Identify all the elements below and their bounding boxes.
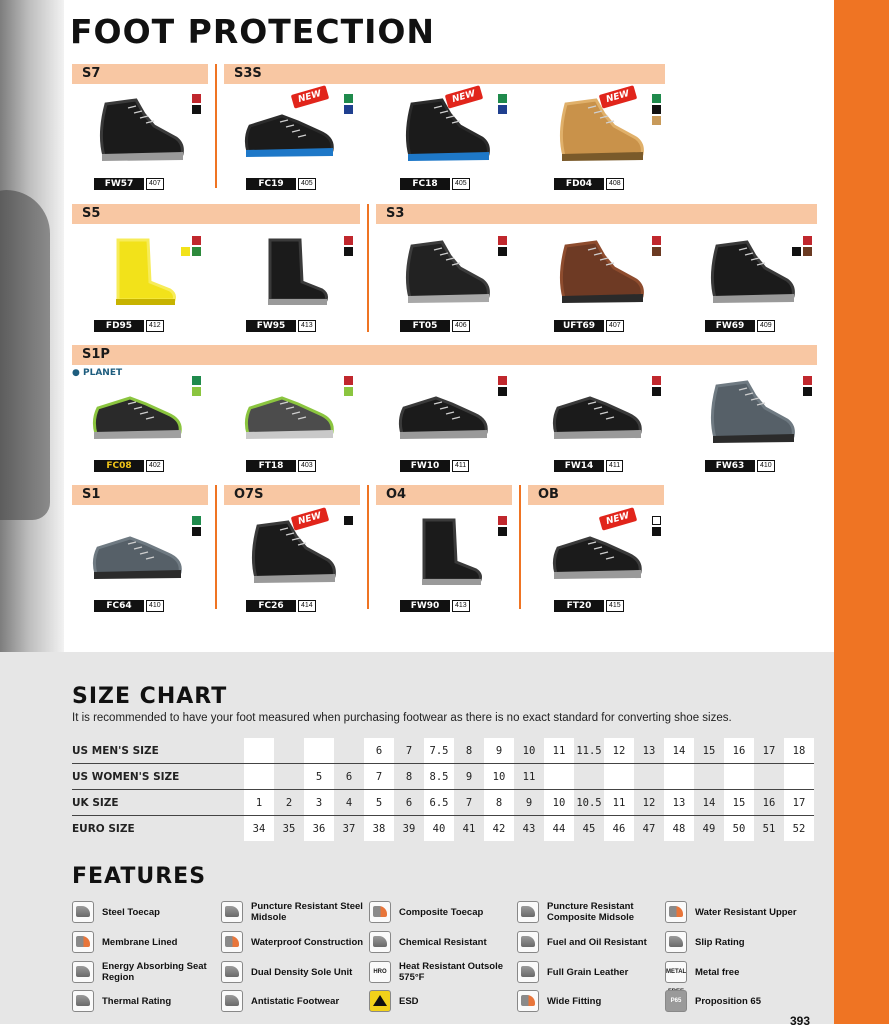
product-code-label xyxy=(246,178,316,190)
product-card-fc18[interactable] xyxy=(370,80,518,198)
certification-mark-icon xyxy=(652,376,661,385)
size-cell: 11 xyxy=(604,790,634,816)
certification-mark-icon xyxy=(344,376,353,385)
color-swatch xyxy=(344,105,353,114)
size-cell: 7.5 xyxy=(424,738,454,764)
certification-mark-icon xyxy=(498,376,507,385)
feature-item xyxy=(369,988,517,1014)
certification-mark-icon xyxy=(652,236,661,245)
size-cell: 8 xyxy=(484,790,514,816)
size-cell xyxy=(244,764,274,790)
new-badge: NEW xyxy=(445,85,483,108)
category-o7s: O7S xyxy=(224,485,360,505)
catalog-page-ref: 410 xyxy=(146,600,164,612)
color-swatch xyxy=(498,247,507,256)
size-cell: 45 xyxy=(582,822,596,835)
leather-icon xyxy=(517,961,539,983)
antistatic-icon xyxy=(221,990,243,1012)
feature-item xyxy=(517,988,665,1014)
size-cell: 48 xyxy=(664,816,694,842)
feature-label: Energy Absorbing Seat Region xyxy=(102,961,207,983)
color-swatch xyxy=(652,116,661,125)
product-code-label xyxy=(400,600,470,612)
size-cell: 51 xyxy=(762,822,776,835)
product-code-label xyxy=(94,320,164,332)
safety-shoe-image xyxy=(236,94,340,168)
product-code-label xyxy=(94,600,164,612)
certification-mark-icon xyxy=(192,94,201,103)
feature-item xyxy=(221,899,369,925)
catalog-page-ref: 408 xyxy=(606,178,624,190)
safety-shoe-image xyxy=(84,516,188,590)
certification-mark-icon xyxy=(652,516,661,525)
size-cell xyxy=(724,764,754,790)
size-cell: 42 xyxy=(484,816,514,842)
product-code: FT05 xyxy=(400,320,450,332)
size-cell: 15 xyxy=(702,744,716,757)
safety-boot-image xyxy=(695,376,799,450)
size-cell: 14 xyxy=(702,796,716,809)
product-card-fc19[interactable] xyxy=(216,80,364,198)
size-cell: 5 xyxy=(364,790,394,816)
category-divider xyxy=(519,485,521,609)
feature-item xyxy=(72,899,220,925)
size-cell xyxy=(784,764,814,790)
product-code: FW57 xyxy=(94,178,144,190)
product-code-label xyxy=(246,600,316,612)
catalog-page-ref: 410 xyxy=(757,460,775,472)
size-chart-table xyxy=(72,738,814,841)
size-cell: 13 xyxy=(664,790,694,816)
size-cell: 47 xyxy=(642,822,656,835)
size-row-label: EURO SIZE xyxy=(72,822,135,835)
safety-boot-image xyxy=(390,236,494,310)
feature-label: Heat Resistant Outsole 575°F xyxy=(399,961,503,983)
safety-shoe-image xyxy=(544,516,648,590)
feature-item xyxy=(665,988,813,1014)
feature-label: Fuel and Oil Resistant xyxy=(547,936,647,948)
energy-absorbing-icon xyxy=(72,961,94,983)
size-cell: 7 xyxy=(465,796,473,809)
feature-label: Proposition 65 xyxy=(695,995,761,1007)
safety-boot-image xyxy=(390,94,494,168)
color-swatch xyxy=(803,387,812,396)
esd-icon xyxy=(369,990,391,1012)
category-s7: S7 xyxy=(72,64,208,84)
worker-photo xyxy=(0,0,64,660)
thermal-icon xyxy=(72,990,94,1012)
feature-label: Waterproof Construction xyxy=(251,936,364,948)
product-code-label xyxy=(554,460,623,472)
safety-shoe-image xyxy=(544,376,648,450)
size-cell xyxy=(274,764,304,790)
product-code: FW10 xyxy=(400,460,450,472)
size-cell: 36 xyxy=(304,816,334,842)
product-code: FD04 xyxy=(554,178,604,190)
certification-mark-icon xyxy=(652,94,661,103)
size-cell: 10.5 xyxy=(576,796,602,809)
size-cell: 15 xyxy=(724,790,754,816)
category-s1: S1 xyxy=(72,485,208,505)
feature-label: Metal free xyxy=(695,966,740,978)
catalog-page-ref: 414 xyxy=(298,600,316,612)
size-cell: 7 xyxy=(364,764,394,790)
category-o4: O4 xyxy=(376,485,512,505)
feature-label: Slip Rating xyxy=(695,936,745,948)
product-code-label xyxy=(400,460,469,472)
product-code-label xyxy=(554,600,624,612)
planet-logo: ● PLANET xyxy=(72,368,123,378)
product-code-label xyxy=(705,460,775,472)
category-ob: OB xyxy=(528,485,664,505)
feature-label: Composite Toecap xyxy=(399,906,484,918)
dual-density-icon xyxy=(221,961,243,983)
color-swatch xyxy=(192,247,201,256)
product-card-fw63[interactable] xyxy=(675,362,823,480)
certification-mark-icon xyxy=(498,516,507,525)
size-row-label: US WOMEN'S SIZE xyxy=(72,770,180,783)
feature-label: Puncture Resistant Steel Midsole xyxy=(251,901,363,923)
size-cell xyxy=(544,764,574,790)
product-code-label xyxy=(705,320,775,332)
size-cell: 12 xyxy=(604,738,634,764)
feature-label: Chemical Resistant xyxy=(399,936,487,948)
size-cell: 6 xyxy=(405,796,413,809)
product-code-label xyxy=(554,320,624,332)
color-swatch xyxy=(652,527,661,536)
product-card-fc08[interactable] xyxy=(64,362,212,480)
product-card-fd04[interactable] xyxy=(524,80,672,198)
feature-item xyxy=(665,959,813,985)
slip-rating-icon xyxy=(665,931,687,953)
size-cell: 39 xyxy=(402,822,416,835)
new-badge: NEW xyxy=(599,507,637,530)
color-swatch xyxy=(192,387,201,396)
product-card-fw10[interactable] xyxy=(370,362,518,480)
certification-mark-icon xyxy=(498,94,507,103)
color-swatch xyxy=(803,247,812,256)
color-swatch xyxy=(792,247,801,256)
feature-label: Thermal Rating xyxy=(102,995,172,1007)
membrane-icon xyxy=(72,931,94,953)
catalog-page-ref: 405 xyxy=(452,178,470,190)
size-cell: 40 xyxy=(424,816,454,842)
size-row-label: UK SIZE xyxy=(72,796,119,809)
product-card-fd95[interactable] xyxy=(64,222,212,340)
size-cell xyxy=(334,738,364,764)
size-cell xyxy=(274,738,304,764)
safety-shoe-image xyxy=(236,376,340,450)
size-row xyxy=(72,764,814,790)
chemical-icon xyxy=(369,931,391,953)
size-cell: 16 xyxy=(762,796,776,809)
color-swatch xyxy=(344,247,353,256)
catalog-page-ref: 412 xyxy=(146,320,164,332)
product-card-fc64[interactable] xyxy=(64,502,212,620)
feature-item xyxy=(369,899,517,925)
size-cell: 34 xyxy=(244,816,274,842)
product-card-fw14[interactable] xyxy=(524,362,672,480)
size-cell: 6.5 xyxy=(424,790,454,816)
size-row xyxy=(72,790,814,816)
size-cell: 37 xyxy=(342,822,356,835)
product-card-uft69[interactable] xyxy=(524,222,672,340)
catalog-page-ref: 413 xyxy=(298,320,316,332)
product-card-ft05[interactable] xyxy=(370,222,518,340)
product-card-fw95[interactable] xyxy=(216,222,364,340)
product-code: FC18 xyxy=(400,178,450,190)
product-code: FW14 xyxy=(554,460,604,472)
composite-midsole-icon xyxy=(517,901,539,923)
size-cell: 8 xyxy=(465,744,473,757)
feature-label: Steel Toecap xyxy=(102,906,160,918)
size-cell: 4 xyxy=(345,796,353,809)
catalog-page-ref: 405 xyxy=(298,178,316,190)
feature-item xyxy=(517,959,665,985)
product-code: UFT69 xyxy=(554,320,604,332)
waterproof-icon xyxy=(221,931,243,953)
color-swatch xyxy=(652,247,661,256)
feature-label: Antistatic Footwear xyxy=(251,995,340,1007)
size-cell xyxy=(244,738,274,764)
product-code-label xyxy=(246,320,316,332)
safety-boot-image xyxy=(84,94,188,168)
metal-free-icon: METAL xyxy=(665,961,687,983)
product-code: FC08 xyxy=(94,460,144,472)
product-code: FD95 xyxy=(94,320,144,332)
feature-item xyxy=(517,899,665,925)
category-s1p: S1P xyxy=(72,345,817,365)
color-swatch xyxy=(498,387,507,396)
size-cell: 10 xyxy=(522,744,536,757)
water-resistant-icon xyxy=(665,901,687,923)
size-cell: 49 xyxy=(702,822,716,835)
category-s3: S3 xyxy=(376,204,817,224)
catalog-page-ref: 407 xyxy=(606,320,624,332)
safety-boot-image xyxy=(544,236,648,310)
product-code-label xyxy=(554,178,624,190)
feature-item xyxy=(665,899,813,925)
color-swatch xyxy=(344,387,353,396)
certification-mark-icon xyxy=(803,376,812,385)
product-code: FC19 xyxy=(246,178,296,190)
size-cell: 8 xyxy=(405,770,413,783)
size-cell: 11.5 xyxy=(576,744,602,757)
product-code: FW63 xyxy=(705,460,755,472)
page-title: FOOT PROTECTION xyxy=(70,12,436,51)
size-cell: 16 xyxy=(724,738,754,764)
wellington-boot-image xyxy=(236,236,340,310)
size-cell: 52 xyxy=(784,816,814,842)
size-cell: 6 xyxy=(345,770,353,783)
category-divider xyxy=(367,485,369,609)
color-swatch xyxy=(192,527,201,536)
certification-mark-icon xyxy=(344,236,353,245)
size-cell: 17 xyxy=(784,790,814,816)
product-code: FT20 xyxy=(554,600,604,612)
product-code-label xyxy=(94,460,164,472)
color-swatch xyxy=(498,105,507,114)
catalog-page-ref: 413 xyxy=(452,600,470,612)
size-cell: 35 xyxy=(282,822,296,835)
catalog-page-ref: 406 xyxy=(452,320,470,332)
safety-boot-image xyxy=(544,94,648,168)
product-card-fc26[interactable] xyxy=(216,502,364,620)
wellington-boot-image xyxy=(390,516,494,590)
size-cell: 43 xyxy=(522,822,536,835)
worker-leg xyxy=(0,190,50,520)
size-cell: 17 xyxy=(762,744,776,757)
certification-mark-icon xyxy=(344,94,353,103)
size-cell: 12 xyxy=(642,796,656,809)
color-swatch xyxy=(181,247,190,256)
catalog-page-ref: 411 xyxy=(452,460,469,472)
product-card-ft18[interactable] xyxy=(216,362,364,480)
product-code: FC64 xyxy=(94,600,144,612)
size-cell xyxy=(634,764,664,790)
product-code-label xyxy=(94,178,164,190)
size-cell: 8.5 xyxy=(424,764,454,790)
size-chart-note: It is recommended to have your foot measured when purchasing footwear as there is no exact standard for converting shoe sizes. xyxy=(72,712,732,724)
size-cell: 50 xyxy=(724,816,754,842)
product-code: FW95 xyxy=(246,320,296,332)
size-cell: 5 xyxy=(304,764,334,790)
feature-item xyxy=(221,988,369,1014)
size-cell: 6 xyxy=(364,738,394,764)
safety-boot-image xyxy=(695,236,799,310)
size-cell: 14 xyxy=(664,738,694,764)
size-cell: 9 xyxy=(465,770,473,783)
features-title: FEATURES xyxy=(72,864,207,889)
catalog-page-ref: 409 xyxy=(757,320,775,332)
color-swatch xyxy=(498,527,507,536)
size-cell: 9 xyxy=(525,796,533,809)
catalog-page-ref: 402 xyxy=(146,460,164,472)
size-cell: 11 xyxy=(544,738,574,764)
composite-toecap-icon xyxy=(369,901,391,923)
size-cell: 11 xyxy=(522,770,536,783)
feature-label: Wide Fitting xyxy=(547,995,602,1007)
size-cell xyxy=(664,764,694,790)
new-badge: NEW xyxy=(599,85,637,108)
product-code-label xyxy=(246,460,316,472)
size-cell: 18 xyxy=(784,738,814,764)
size-row xyxy=(72,738,814,764)
product-card-ft20[interactable] xyxy=(524,502,672,620)
feature-label: Dual Density Sole Unit xyxy=(251,966,353,978)
feature-label: Full Grain Leather xyxy=(547,966,629,978)
feature-label: Puncture Resistant Composite Midsole xyxy=(547,901,635,923)
catalog-page-ref: 407 xyxy=(146,178,164,190)
size-cell: 7 xyxy=(405,744,413,757)
size-cell: 41 xyxy=(462,822,476,835)
product-code-label xyxy=(400,320,470,332)
steel-toecap-icon xyxy=(72,901,94,923)
size-chart-title: SIZE CHART xyxy=(72,684,228,709)
feature-item xyxy=(369,929,517,955)
feature-label: ESD xyxy=(399,995,419,1007)
feature-item xyxy=(72,929,220,955)
certification-mark-icon xyxy=(498,236,507,245)
size-cell xyxy=(604,764,634,790)
size-cell xyxy=(694,764,724,790)
feature-item xyxy=(221,929,369,955)
certification-mark-icon xyxy=(192,236,201,245)
fuel-oil-icon xyxy=(517,931,539,953)
p65-icon: P65 xyxy=(665,990,687,1012)
feature-item xyxy=(369,959,517,985)
color-swatch xyxy=(652,387,661,396)
feature-item xyxy=(665,929,813,955)
orange-side-bar xyxy=(834,0,889,1024)
feature-item xyxy=(72,988,220,1014)
safety-shoe-image xyxy=(390,376,494,450)
hro-icon: HRO xyxy=(369,961,391,983)
color-swatch xyxy=(652,105,661,114)
steel-midsole-icon xyxy=(221,901,243,923)
size-cell xyxy=(304,738,334,764)
size-cell xyxy=(754,764,784,790)
product-code: FW69 xyxy=(705,320,755,332)
wide-fitting-icon xyxy=(517,990,539,1012)
size-cell: 10 xyxy=(544,790,574,816)
size-cell: 10 xyxy=(484,764,514,790)
feature-label: Water Resistant Upper xyxy=(695,906,797,918)
safety-shoe-image xyxy=(84,376,188,450)
product-code: FW90 xyxy=(400,600,450,612)
wellington-boot-image xyxy=(84,236,188,310)
feature-item xyxy=(517,929,665,955)
catalog-page-ref: 415 xyxy=(606,600,624,612)
product-code-label xyxy=(400,178,470,190)
catalog-page-ref: 411 xyxy=(606,460,623,472)
page-number: 393 xyxy=(790,1014,811,1028)
color-swatch xyxy=(344,516,353,525)
new-badge: NEW xyxy=(291,507,329,530)
size-row-label: US MEN'S SIZE xyxy=(72,744,159,757)
size-cell: 3 xyxy=(304,790,334,816)
size-cell: 38 xyxy=(364,816,394,842)
feature-label: Membrane Lined xyxy=(102,936,178,948)
size-cell: 9 xyxy=(484,738,514,764)
product-code: FT18 xyxy=(246,460,296,472)
product-card-fw57[interactable] xyxy=(64,80,212,198)
new-badge: NEW xyxy=(291,85,329,108)
certification-mark-icon xyxy=(192,376,201,385)
category-s3s: S3S xyxy=(224,64,665,84)
certification-mark-icon xyxy=(192,516,201,525)
size-cell: 13 xyxy=(642,744,656,757)
safety-boot-image xyxy=(236,516,340,590)
product-code: FC26 xyxy=(246,600,296,612)
size-cell: 1 xyxy=(244,790,274,816)
size-cell: 44 xyxy=(544,816,574,842)
size-cell: 2 xyxy=(285,796,293,809)
category-divider xyxy=(367,204,369,332)
size-cell xyxy=(574,764,604,790)
certification-mark-icon xyxy=(803,236,812,245)
size-row xyxy=(72,816,814,842)
size-cell: 46 xyxy=(604,816,634,842)
product-card-fw90[interactable] xyxy=(370,502,518,620)
feature-item xyxy=(72,959,220,985)
catalog-page-ref: 403 xyxy=(298,460,316,472)
color-swatch xyxy=(192,105,201,114)
product-card-fw69[interactable] xyxy=(675,222,823,340)
category-s5: S5 xyxy=(72,204,360,224)
feature-item xyxy=(221,959,369,985)
